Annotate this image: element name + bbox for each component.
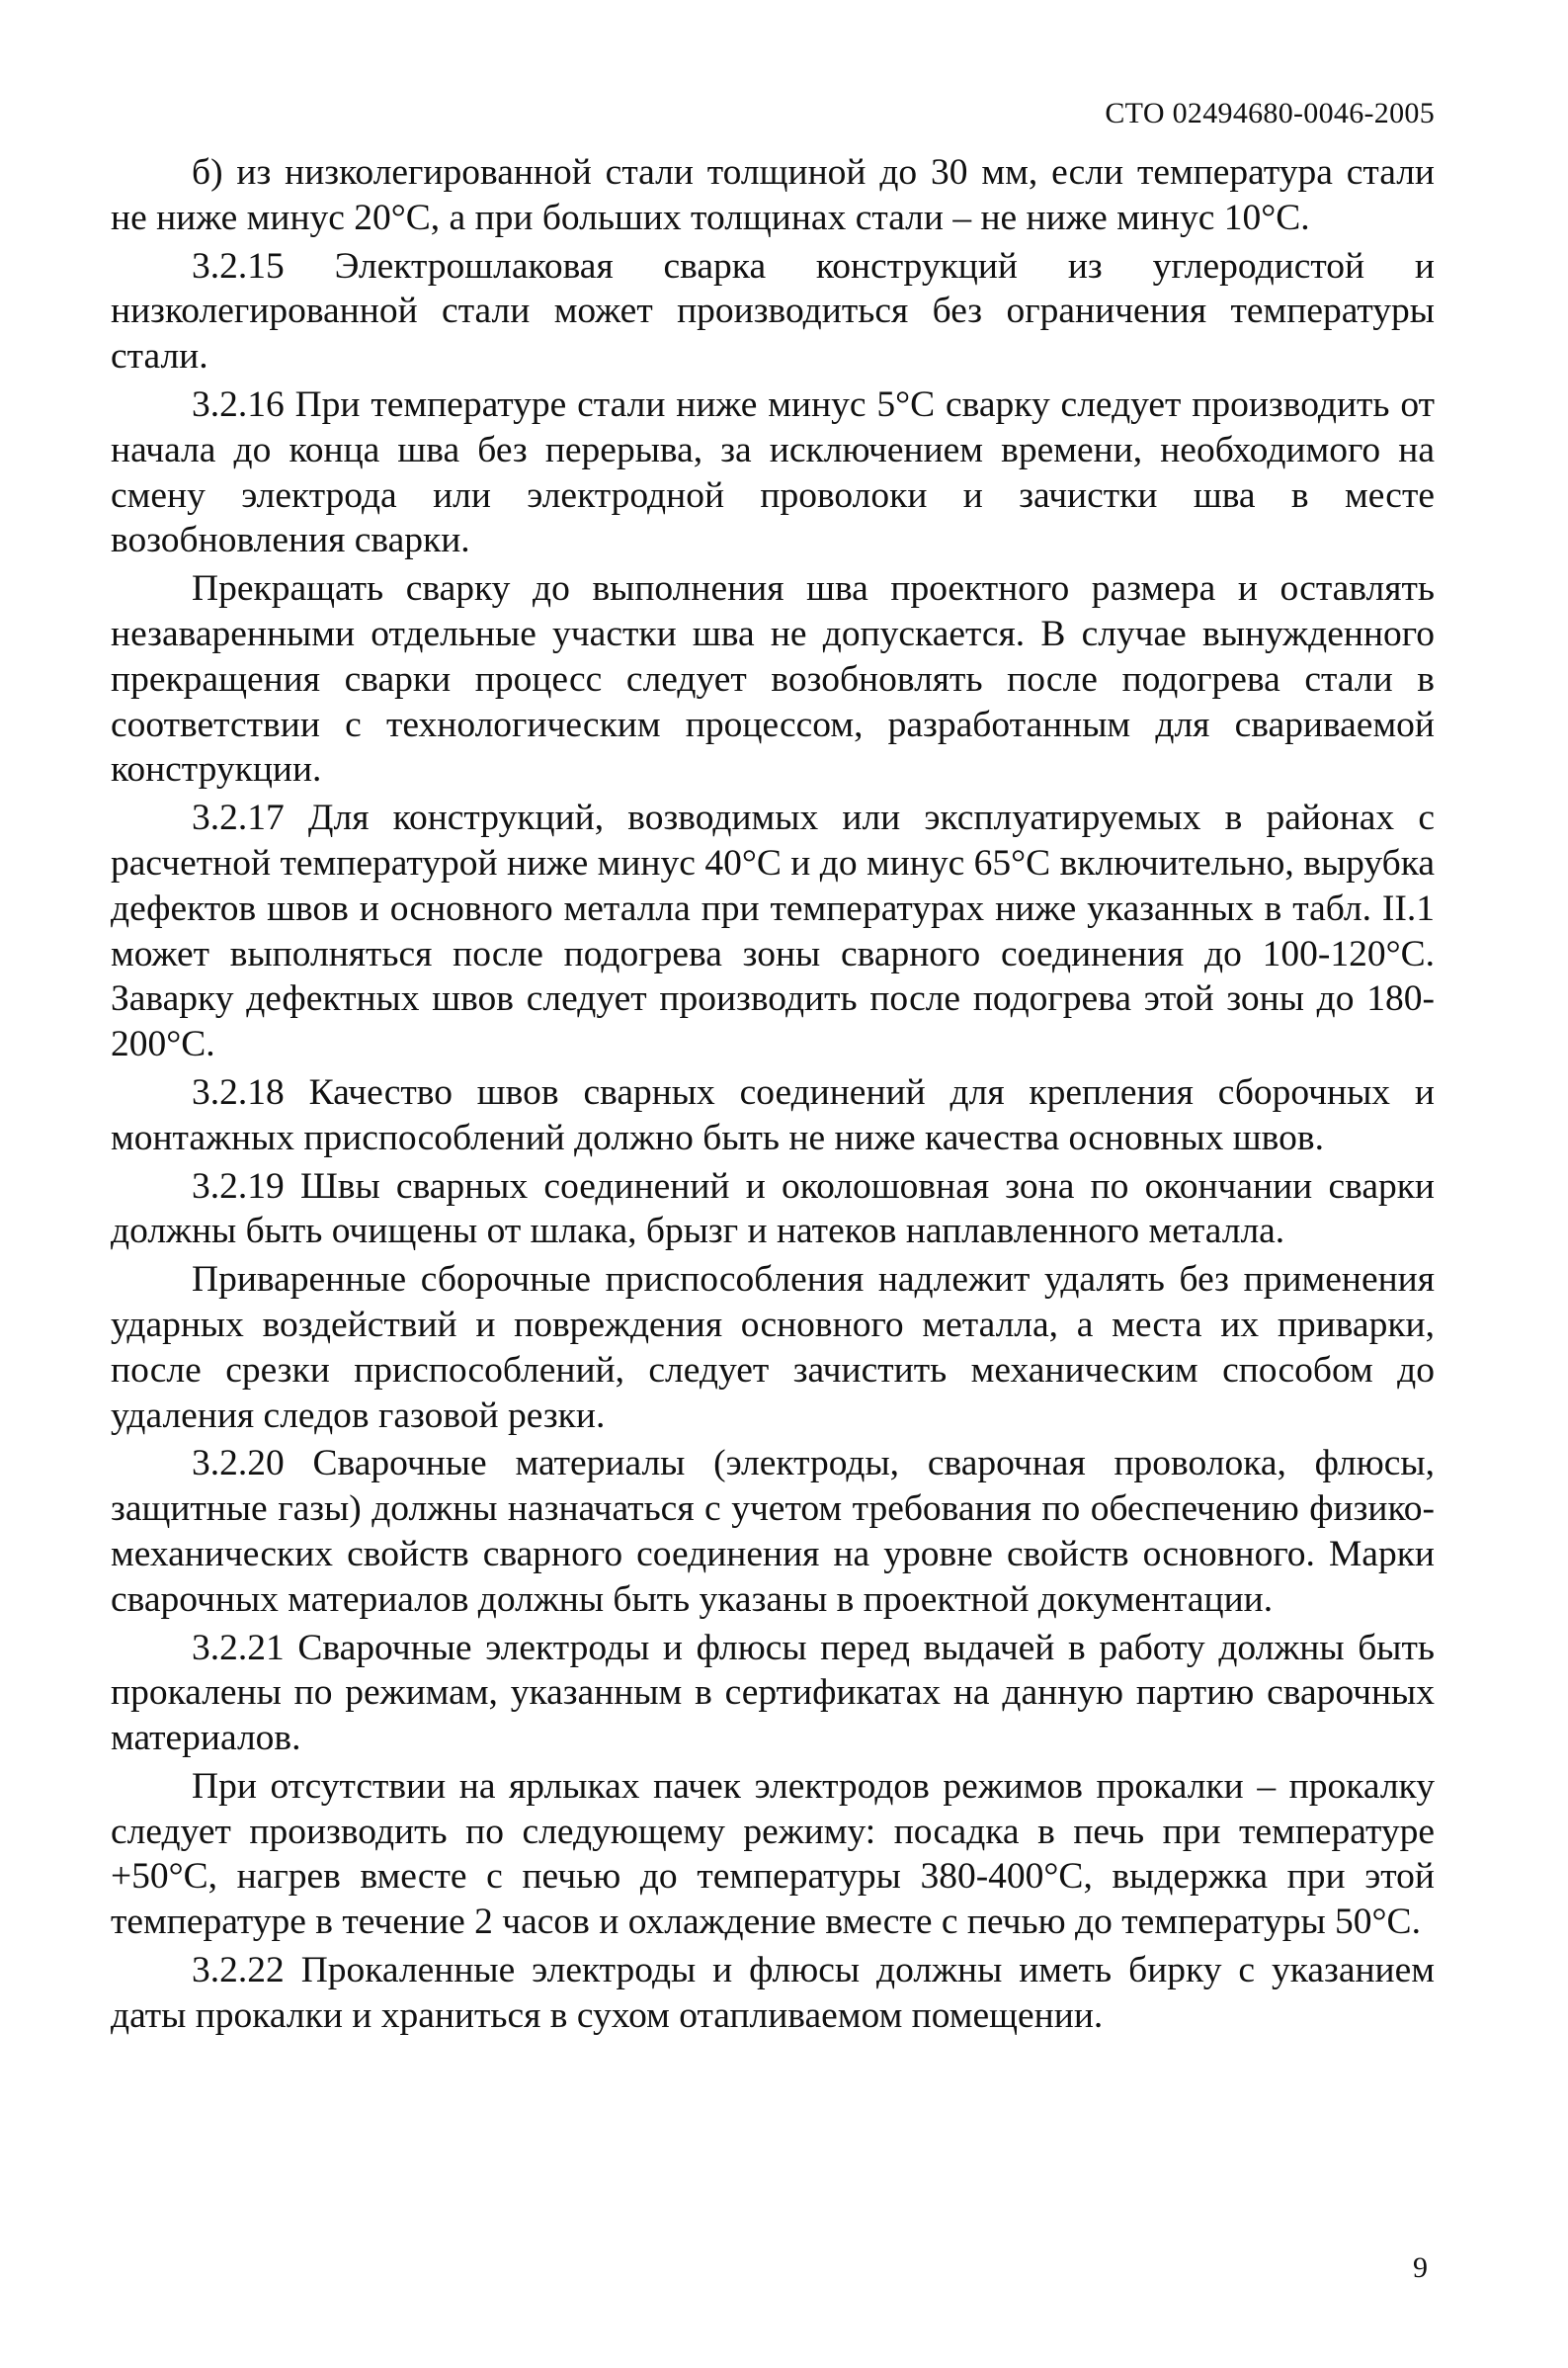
paragraph-3-2-19-cont: Приваренные сборочные приспособления надлежит удалять без применения ударных воздействий и повреждения основного металла, а места их приварки, после срезки приспособлений, следует зачистить механическим способом до удаления следов газовой резки.	[111, 1259, 1435, 1436]
page-number: 9	[1413, 2251, 1428, 2284]
paragraph-3-2-20: 3.2.20 Сварочные материалы (электроды, сварочная проволока, флюсы, защитные газы) должны назначаться с учетом требования по обеспечению физико-механических свойств сварного соединения на уровне свойств основного. Марки сварочных материалов должны быть указаны в проектной документации.	[111, 1443, 1435, 1620]
paragraph-3-2-16: 3.2.16 При температуре стали ниже минус 5°С сварку следует производить от начала до конца шва без перерыва, за исключением времени, необходимого на смену электрода или электродной проволоки и зачистки шва в месте возобновления сварки.	[111, 383, 1435, 561]
paragraph-3-2-21: 3.2.21 Сварочные электроды и флюсы перед выдачей в работу должны быть прокалены по режимам, указанным в сертификатах на данную партию сварочных материалов.	[111, 1627, 1435, 1759]
paragraph-3-2-22: 3.2.22 Прокаленные электроды и флюсы должны иметь бирку с указанием даты прокалки и храниться в сухом отапливаемом помещении.	[111, 1950, 1435, 2036]
paragraph-3-2-21-cont: При отсутствии на ярлыках пачек электродов режимов прокалки – прокалку следует производить по следующему режиму: посадка в печь при температуре +50°С, нагрев вместе с печью до температуры 380-400°С, выдержка при этой температуре в течение 2 часов и охлаждение вместе с печью до температуры 50°С.	[111, 1765, 1435, 1943]
paragraph-3-2-15: 3.2.15 Электрошлаковая сварка конструкций из углеродистой и низколегированной стали может производиться без ограничения температуры стали.	[111, 245, 1435, 378]
document-code: СТО 02494680-0046-2005	[1105, 97, 1435, 129]
paragraph-3-2-16-cont: Прекращать сварку до выполнения шва проектного размера и оставлять незаваренными отдельные участки шва не допускается. В случае вынужденного прекращения сварки процесс следует возобновлять после подогрева стали в соответствии с технологическим процессом, разработанным для свариваемой конструкции.	[111, 568, 1435, 791]
paragraph-3-2-19: 3.2.19 Швы сварных соединений и околошовная зона по окончании сварки должны быть очищены от шлака, брызг и натеков наплавленного металла.	[111, 1165, 1435, 1252]
paragraph-3-2-17: 3.2.17 Для конструкций, возводимых или эксплуатируемых в районах с расчетной температурой ниже минус 40°С и до минус 65°С включительно, вырубка дефектов швов и основного металла при температурах ниже указанных в табл. II.1 может выполняться после подогрева зоны сварного соединения до 100-120°С. Заварку дефектных швов следует производить после подогрева этой зоны до 180-200°С.	[111, 798, 1435, 1065]
paragraph-3-2-18: 3.2.18 Качество швов сварных соединений для крепления сборочных и монтажных приспособлений должно быть не ниже качества основных швов.	[111, 1071, 1435, 1158]
body-text	[111, 150, 1435, 2042]
paragraph-item-b: б) из низколегированной стали толщиной до 30 мм, если температура стали не ниже минус 20°С, а при больших толщинах стали – не ниже минус 10°С.	[111, 152, 1435, 238]
